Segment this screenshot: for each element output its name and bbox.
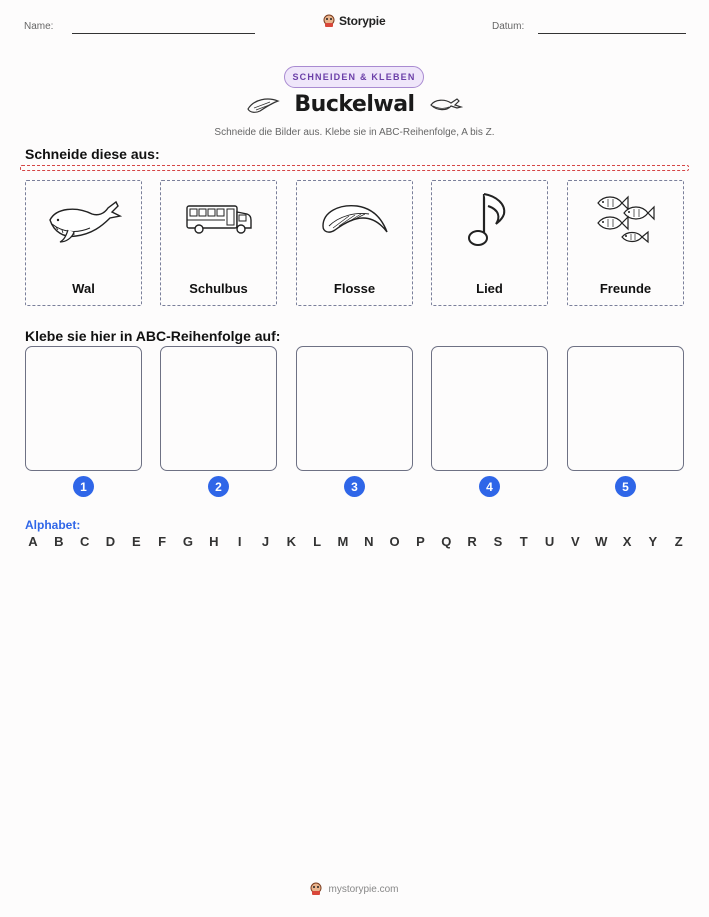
cut-card-schulbus[interactable] (160, 180, 277, 306)
storypie-logo-icon (323, 14, 335, 28)
fish-group-icon (594, 191, 658, 249)
paste-box-1[interactable] (25, 346, 142, 471)
cut-card-word: Schulbus (189, 281, 248, 296)
paste-heading: Klebe sie hier in ABC-Reihenfolge auf: (25, 328, 281, 344)
name-line[interactable] (72, 33, 255, 34)
alphabet-letter: B (54, 534, 64, 549)
alphabet-letter: L (313, 534, 322, 549)
paste-number-3: 3 (344, 476, 365, 497)
cut-line (20, 165, 689, 171)
paste-number-4: 4 (479, 476, 500, 497)
alphabet-letter: R (467, 534, 477, 549)
whale-icon (46, 196, 122, 244)
storypie-logo-icon (310, 882, 322, 896)
whale-decoration-icon (429, 95, 463, 115)
date-label: Datum: (492, 21, 525, 32)
cut-card-word: Flosse (333, 281, 376, 296)
music-note-icon (466, 190, 514, 250)
alphabet-letter: G (182, 534, 194, 549)
alphabet-letter: A (28, 534, 38, 549)
title-row (0, 92, 709, 117)
alphabet-letter: U (544, 534, 555, 549)
brand-name: Storypie (339, 14, 386, 28)
cut-heading: Schneide diese aus: (25, 146, 160, 162)
alphabet-letter: D (105, 534, 116, 549)
brand (323, 14, 385, 28)
school-bus-icon (185, 202, 253, 238)
alphabet-letter: Z (674, 534, 683, 549)
paste-box-2[interactable] (160, 346, 277, 471)
alphabet-letter: Y (648, 534, 658, 549)
paste-box-3[interactable] (296, 346, 413, 471)
alphabet-letter: H (209, 534, 219, 549)
alphabet-letter: C (79, 534, 90, 549)
footer-url[interactable]: mystorypie.com (328, 883, 399, 895)
flipper-icon (319, 200, 391, 240)
flipper-decoration-icon (246, 95, 280, 115)
alphabet-letter: E (131, 534, 141, 549)
alphabet-letter: Q (441, 534, 452, 549)
alphabet-letter: J (261, 534, 270, 549)
paste-box-4[interactable] (431, 346, 548, 471)
cut-card-wal[interactable] (25, 180, 142, 306)
alphabet-letter: O (389, 534, 400, 549)
alphabet-letter: M (337, 534, 349, 549)
date-line[interactable] (538, 33, 686, 34)
alphabet-letter: P (416, 534, 425, 549)
footer (0, 882, 709, 896)
alphabet-row (26, 534, 686, 549)
alphabet-letter: X (622, 534, 632, 549)
alphabet-letter: T (519, 534, 528, 549)
alphabet-letter: K (286, 534, 296, 549)
alphabet-letter: N (364, 534, 374, 549)
cut-card-freunde[interactable] (567, 180, 684, 306)
paste-number-2: 2 (208, 476, 229, 497)
alphabet-letter: W (595, 534, 608, 549)
cut-card-word: Lied (476, 281, 503, 296)
activity-badge: SCHNEIDEN & KLEBEN (284, 66, 424, 88)
cut-card-word: Freunde (599, 281, 652, 296)
cut-card-lied[interactable] (431, 180, 548, 306)
page-title: Buckelwal (294, 92, 415, 117)
cut-card-word: Wal (72, 281, 95, 296)
instructions: Schneide die Bilder aus. Klebe sie in ABC-Reihenfolge, A bis Z. (214, 127, 495, 138)
alphabet-letter: V (571, 534, 580, 549)
alphabet-letter: I (237, 534, 242, 549)
name-label: Name: (24, 21, 54, 32)
alphabet-letter: S (493, 534, 503, 549)
alphabet-letter: F (158, 534, 167, 549)
paste-number-1: 1 (73, 476, 94, 497)
cut-card-flosse[interactable] (296, 180, 413, 306)
paste-box-5[interactable] (567, 346, 684, 471)
paste-number-5: 5 (615, 476, 636, 497)
alphabet-label: Alphabet: (25, 518, 81, 532)
